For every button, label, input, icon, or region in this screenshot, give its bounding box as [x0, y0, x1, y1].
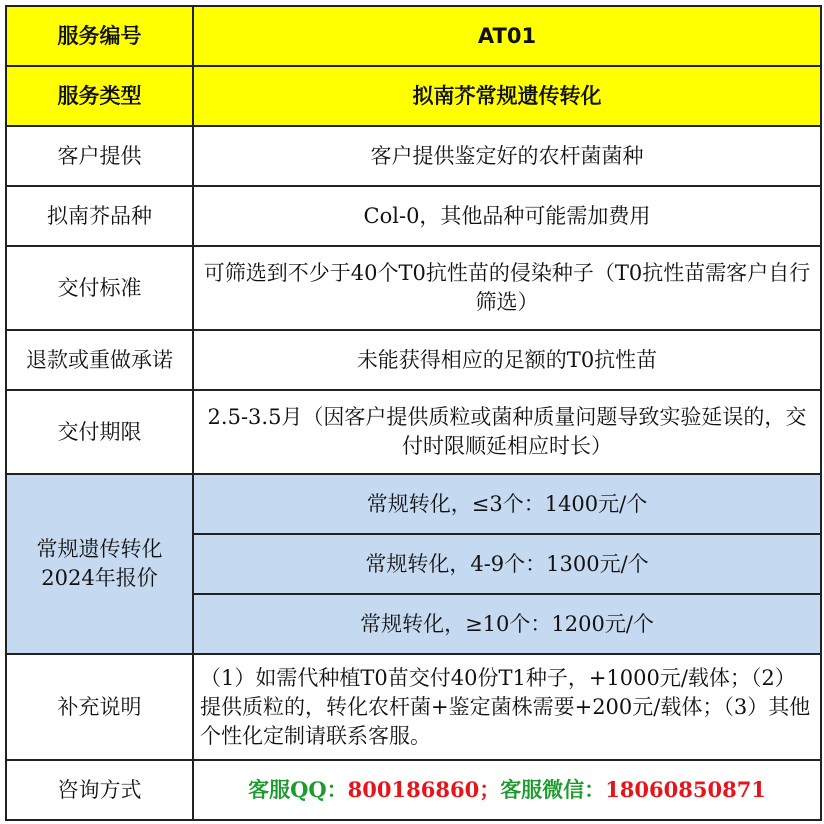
- contact-separator: ；: [479, 777, 501, 802]
- row-delivery-standard: [6, 246, 821, 330]
- row-customer-provides: [6, 126, 821, 186]
- service-type-value: 拟南芥常规遗传转化: [193, 66, 821, 126]
- service-spec-table: [5, 5, 822, 821]
- row-refund: [6, 330, 821, 390]
- contact-label: 咨询方式: [6, 760, 193, 820]
- wechat-label: 客服微信：: [500, 777, 606, 802]
- row-notes: [6, 654, 821, 760]
- refund-value: 未能获得相应的足额的T0抗性苗: [193, 330, 821, 390]
- variety-label: 拟南芥品种: [6, 186, 193, 246]
- service-type-label: 服务类型: [6, 66, 193, 126]
- notes-label: 补充说明: [6, 654, 193, 760]
- delivery-period-value: 2.5-3.5月（因客户提供质粒或菌种质量问题导致实验延误的，交付时限顺延相应时长）: [193, 390, 821, 474]
- delivery-standard-value: 可筛选到不少于40个T0抗性苗的侵染种子（T0抗性苗需客户自行筛选）: [193, 246, 821, 330]
- pricing-label-line1: 常规遗传转化: [36, 537, 163, 561]
- customer-provides-value: 客户提供鉴定好的农杆菌菌种: [193, 126, 821, 186]
- row-service-type: [6, 66, 821, 126]
- variety-value: Col-0，其他品种可能需加费用: [193, 186, 821, 246]
- delivery-period-label: 交付期限: [6, 390, 193, 474]
- qq-label: 客服QQ：: [248, 777, 348, 802]
- row-delivery-period: [6, 390, 821, 474]
- pricing-tier: 常规转化，≥10个：1200元/个: [193, 594, 821, 654]
- pricing-label: [6, 474, 193, 654]
- wechat-number: 18060850871: [605, 777, 766, 802]
- service-no-label: 服务编号: [6, 6, 193, 66]
- row-contact: [6, 760, 821, 820]
- delivery-standard-label: 交付标准: [6, 246, 193, 330]
- row-variety: [6, 186, 821, 246]
- notes-value: （1）如需代种植T0苗交付40份T1种子，+1000元/载体；（2）提供质粒的，转化农杆菌+鉴定菌株需要+200元/载体；（3）其他个性化定制请联系客服。: [193, 654, 821, 760]
- refund-label: 退款或重做承诺: [6, 330, 193, 390]
- pricing-tier: 常规转化，4-9个：1300元/个: [193, 534, 821, 594]
- customer-provides-label: 客户提供: [6, 126, 193, 186]
- qq-number: 800186860: [347, 777, 480, 802]
- row-service-no: [6, 6, 821, 66]
- row-pricing-tier-1: [6, 474, 821, 534]
- contact-value: [193, 760, 821, 820]
- pricing-label-line2: 2024年报价: [41, 566, 158, 590]
- pricing-tier: 常规转化，≤3个：1400元/个: [193, 474, 821, 534]
- service-no-value: AT01: [193, 6, 821, 66]
